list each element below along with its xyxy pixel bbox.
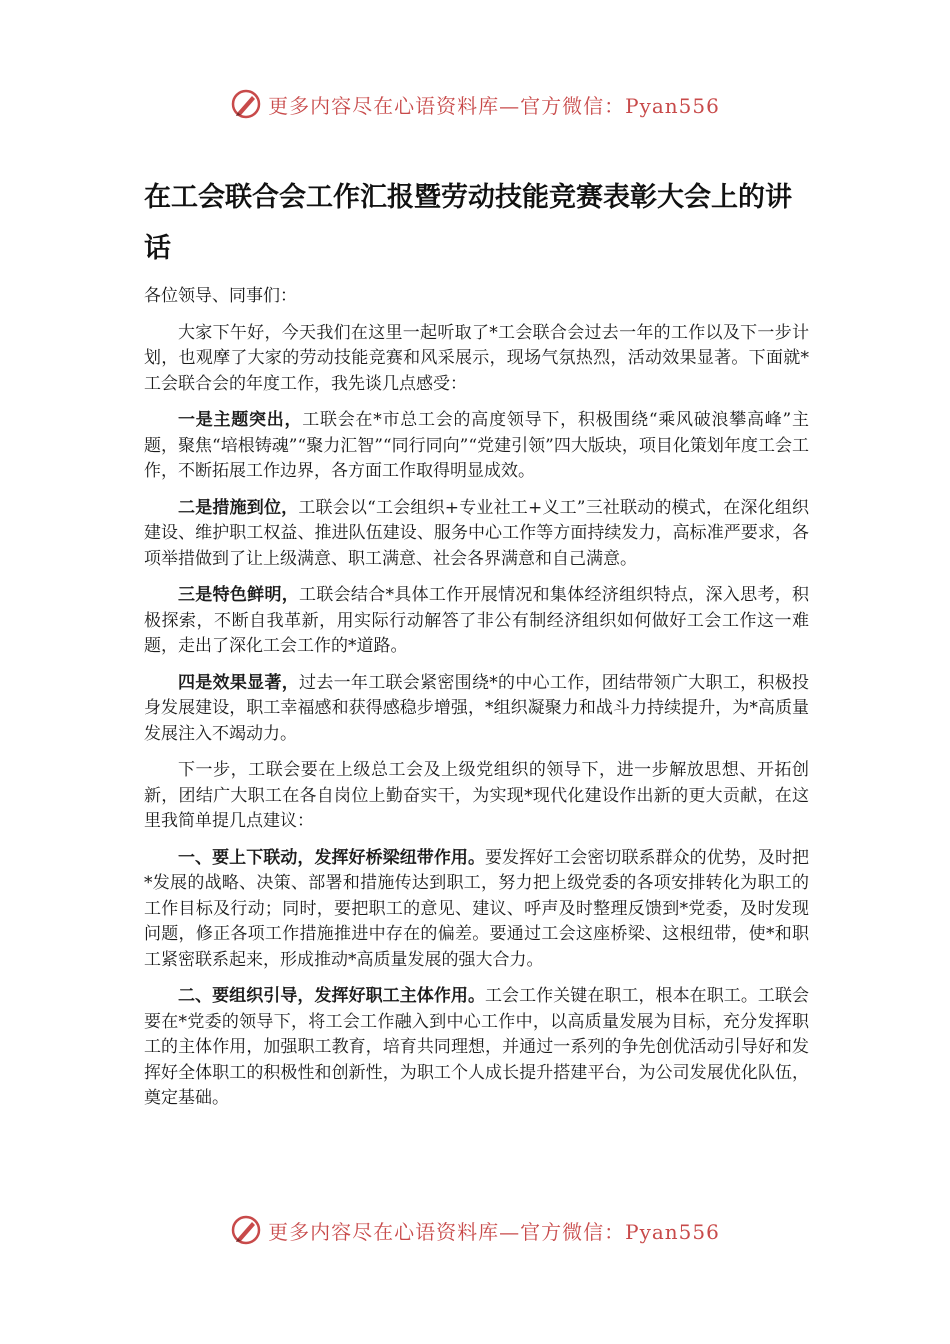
paragraph-body: 工联会结合*具体工作开展情况和集体经济组织特点，深入思考，积极探索，不断自我革新，用实际行动解答了非公有制经济组织如何做好工会工作这一难题，走出了深化工会工作的*道路。 — [144, 585, 810, 656]
feeling-paragraph — [144, 671, 809, 748]
header-watermark-banner — [0, 82, 950, 126]
intro-paragraph: 大家下午好，今天我们在这里一起听取了*工会联合会过去一年的工作以及下一步计划，也观摩了大家的劳动技能竞赛和风采展示，现场气氛热烈，活动效果显著。下面就*工会联合会的年度工作，我先谈几点感受： — [144, 322, 809, 394]
pen-logo-icon — [230, 1214, 262, 1246]
banner-text: 更多内容尽在心语资料库—官方微信：Pyan556 — [268, 93, 720, 118]
footer-watermark-banner — [0, 1208, 950, 1252]
feeling-paragraph — [144, 408, 809, 485]
document-body — [144, 284, 809, 1123]
paragraph-lead: 二、要组织引导，发挥好职工主体作用。 — [178, 986, 485, 1006]
paragraph-lead: 一是主题突出， — [178, 410, 303, 430]
paragraph-lead: 二是措施到位， — [178, 497, 299, 518]
paragraph-body: 要发挥好工会密切联系群众的优势，及时把*发展的战略、决策、部署和措施传达到职工，努力把上级党委的各项安排转化为职工的工作目标及行动；同时，要把职工的意见、建议、呼声及时整理反馈到*党委，及时发现问题，修正各项工作措施推进中存在的偏差。要通过工会这座桥梁、这根纽带，使*和职工紧密联系起来，形成推动*高质量发展的强大合力。 — [144, 847, 809, 970]
paragraph-lead: 一、要上下联动，发挥好桥梁纽带作用。 — [178, 847, 485, 868]
banner-text: 更多内容尽在心语资料库—官方微信：Pyan556 — [268, 1219, 720, 1244]
salutation: 各位领导、同事们： — [144, 286, 297, 306]
transition-paragraph: 下一步，工联会要在上级总工会及上级党组织的领导下，进一步解放思想、开拓创新，团结广大职工在各自岗位上勤奋实干，为实现*现代化建设作出新的更大贡献，在这里我简单提几点建议： — [144, 760, 809, 831]
paragraph-body: 过去一年工联会紧密围绕*的中心工作，团结带领广大职工，积极投身发展建设，职工幸福感和获得感稳步增强，*组织凝聚力和战斗力持续提升，为*高质量发展注入不竭动力。 — [144, 672, 810, 744]
suggestion-paragraph — [144, 984, 809, 1112]
feeling-paragraph — [144, 496, 809, 573]
suggestion-paragraph — [144, 846, 809, 974]
paragraph-body: 工联会在*市总工会的高度领导下，积极围绕“乘风破浪攀高峰”主题，聚焦“培根铸魂”“聚力汇智”“同行同向”“党建引领”四大版块，项目化策划年度工会工作，不断拓展工作边界，各方面工作取得明显成效。 — [144, 410, 809, 481]
paragraph-body: 工会工作关键在职工，根本在职工。工联会要在*党委的领导下，将工会工作融入到中心工作中，以高质量发展为目标，充分发挥职工的主体作用，加强职工教育，培育共同理想，并通过一系列的争先创优活动引导好和发挥好全体职工的积极性和创新性，为职工个人成长提升搭建平台，为公司发展优化队伍，奠定基础。 — [144, 986, 809, 1108]
pen-logo-icon — [230, 88, 262, 120]
paragraph-lead: 四是效果显著， — [178, 672, 300, 693]
paragraph-body: 工联会以“工会组织+专业社工+义工”三社联动的模式，在深化组织建设、维护职工权益、推进队伍建设、服务中心工作等方面持续发力，高标准严要求，各项举措做到了让上级满意、职工满意、社会各界满意和自己满意。 — [144, 497, 810, 569]
document-title: 在工会联合会工作汇报暨劳动技能竞赛表彰大会上的讲话 — [144, 182, 792, 264]
feeling-paragraph — [144, 583, 809, 660]
paragraph-lead: 三是特色鲜明， — [178, 585, 300, 605]
